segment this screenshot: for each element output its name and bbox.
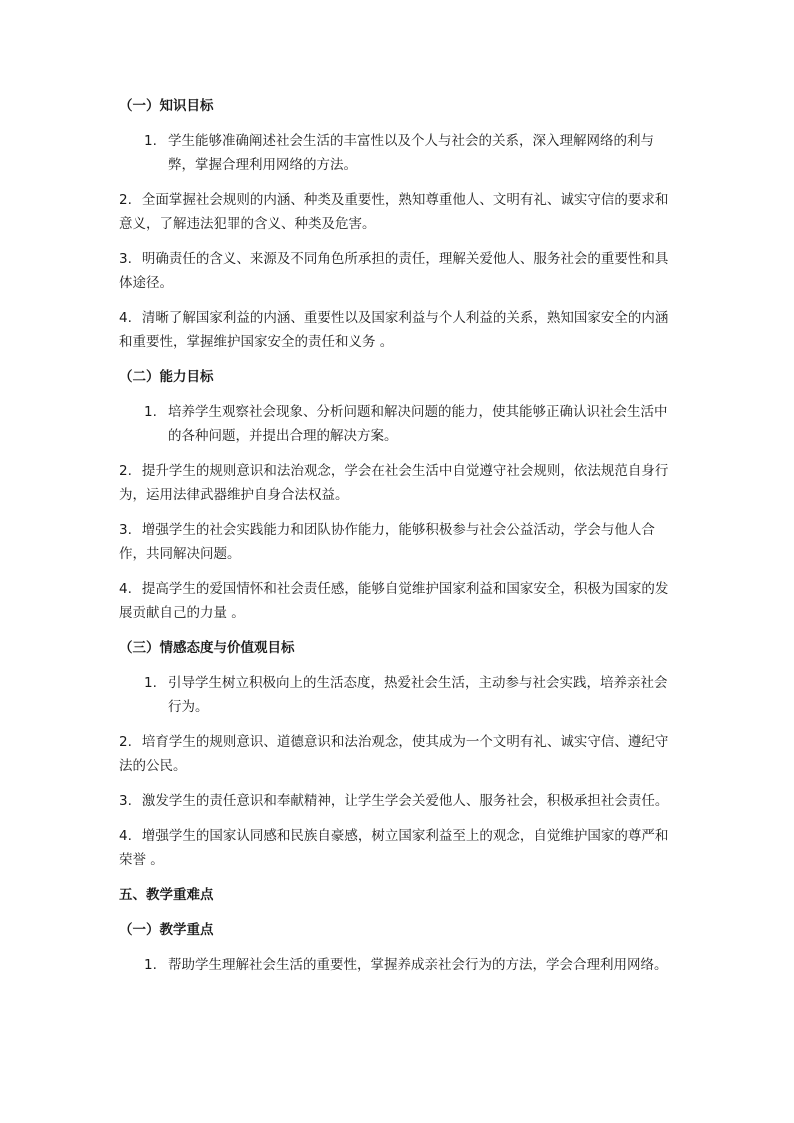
list-item-text: 帮助学生理解社会生活的重要性，掌握养成亲社会行为的方法，学会合理利用网络。 xyxy=(168,957,668,973)
list-number: 4. xyxy=(119,581,132,597)
list-item xyxy=(119,824,679,872)
list-number: 3. xyxy=(119,793,132,809)
list-item-text: 学生能够准确阐述社会生活的丰富性以及个人与社会的关系，深入理解网络的利与弊，掌握合理利用网络的方法。 xyxy=(168,133,654,173)
list-item xyxy=(119,730,679,778)
list-number: 3. xyxy=(119,522,132,538)
list-item-text: 增强学生的社会实践能力和团队协作能力，能够积极参与社会公益活动，学会与他人合作，共同解决问题。 xyxy=(119,522,655,562)
list-item xyxy=(119,789,679,813)
list-item-text: 提高学生的爱国情怀和社会责任感，能够自觉维护国家利益和国家安全，积极为国家的发展贡献自己的力量 。 xyxy=(119,581,669,621)
document-content xyxy=(119,94,679,988)
list-item xyxy=(119,671,679,719)
list-item xyxy=(119,247,679,295)
list-item xyxy=(119,953,679,977)
section-heading-knowledge: （一）知识目标 xyxy=(119,98,214,114)
list-item-text: 明确责任的含义、来源及不同角色所承担的责任，理解关爱他人、服务社会的重要性和具体途径。 xyxy=(119,251,669,291)
list-number: 4. xyxy=(119,310,132,326)
list-item-text: 增强学生的国家认同感和民族自豪感，树立国家利益至上的观念，自觉维护国家的尊严和荣誉 。 xyxy=(119,828,669,868)
list-item xyxy=(119,129,679,177)
list-number: 1. xyxy=(144,675,157,691)
list-number: 1. xyxy=(144,957,157,973)
list-number: 2. xyxy=(119,734,132,750)
list-number: 1. xyxy=(144,404,157,420)
section-heading-ability: （二）能力目标 xyxy=(119,369,214,385)
list-item-text: 清晰了解国家利益的内涵、重要性以及国家利益与个人利益的关系，熟知国家安全的内涵和重要性，掌握维护国家安全的责任和义务 。 xyxy=(119,310,669,350)
list-item-text: 全面掌握社会规则的内涵、种类及重要性，熟知尊重他人、文明有礼、诚实守信的要求和意义，了解违法犯罪的含义、种类及危害。 xyxy=(119,192,669,232)
list-number: 1. xyxy=(144,133,157,149)
list-item-text: 培养学生观察社会现象、分析问题和解决问题的能力，使其能够正确认识社会生活中的各种问题，并提出合理的解决方案。 xyxy=(168,404,668,444)
list-number: 4. xyxy=(119,828,132,844)
list-item-text: 提升学生的规则意识和法治观念，学会在社会生活中自觉遵守社会规则，依法规范自身行为，运用法律武器维护自身合法权益。 xyxy=(119,463,669,503)
list-number: 2. xyxy=(119,463,132,479)
list-item xyxy=(119,577,679,625)
list-item xyxy=(119,188,679,236)
list-item-text: 激发学生的责任意识和奉献精神，让学生学会关爱他人、服务社会，积极承担社会责任。 xyxy=(141,793,669,809)
list-item xyxy=(119,400,679,448)
section-heading-values: （三）情感态度与价值观目标 xyxy=(119,640,295,656)
list-item-text: 培育学生的规则意识、道德意识和法治观念，使其成为一个文明有礼、诚实守信、遵纪守法的公民。 xyxy=(119,734,669,774)
list-item xyxy=(119,518,679,566)
list-item-text: 引导学生树立积极向上的生活态度，热爱社会生活，主动参与社会实践，培养亲社会行为。 xyxy=(168,675,668,715)
subsection-heading-key-points: （一）教学重点 xyxy=(119,922,214,938)
list-number: 3. xyxy=(119,251,132,267)
section-heading-key-difficult-points: 五、教学重难点 xyxy=(119,887,214,903)
list-item xyxy=(119,306,679,354)
list-item xyxy=(119,459,679,507)
list-number: 2. xyxy=(119,192,132,208)
